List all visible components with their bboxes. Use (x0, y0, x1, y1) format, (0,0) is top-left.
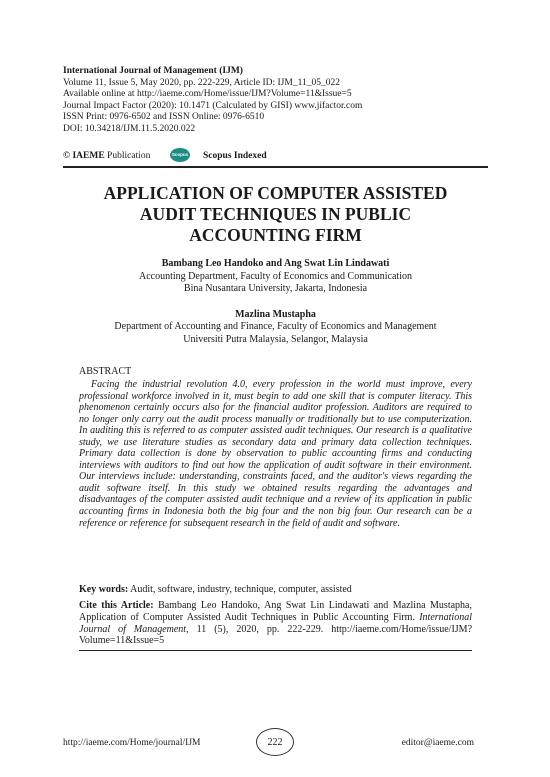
cite-text: Bambang Leo Handoko, Ang Swat Lin Lindawati and Mazlina Mustapha, Application of Computer Assisted Audit Techniques in Public Accounting Firm. (79, 600, 472, 623)
author-names: Bambang Leo Handoko and Ang Swat Lin Lindawati (161, 258, 390, 269)
impact-factor-line: Journal Impact Factor (2020): 10.1471 (Calculated by GISI) www.jifactor.com (63, 100, 363, 111)
citation-block (79, 600, 472, 647)
author-department: Accounting Department, Faculty of Economics and Communication (139, 270, 412, 282)
volume-line: Volume 11, Issue 5, May 2020, pp. 222-229, Article ID: IJM_11_05_022 (63, 77, 340, 88)
title-line: APPLICATION OF COMPUTER ASSISTED (103, 183, 448, 203)
author-group (63, 258, 488, 296)
issn-line: ISSN Print: 0976-6502 and ISSN Online: 0976-6510 (63, 112, 265, 122)
copyright-label: © IAEME (63, 151, 105, 161)
keywords-line (79, 584, 472, 596)
keywords-text: Audit, software, industry, technique, computer, assisted (130, 584, 352, 595)
author-institution: Bina Nusantara University, Jakarta, Indonesia (183, 283, 368, 294)
citation-divider (79, 650, 472, 651)
scopus-indexed-label: Scopus Indexed (203, 151, 267, 161)
journal-name: International Journal of Management (IJM) (63, 66, 243, 76)
header-divider (63, 166, 488, 168)
author-institution: Universiti Putra Malaysia, Selangor, Malaysia (183, 333, 368, 345)
footer-url[interactable]: http://iaeme.com/Home/journal/IJM (63, 738, 201, 748)
copyright-text (63, 151, 150, 161)
paper-title (63, 183, 488, 246)
title-line: AUDIT TECHNIQUES IN PUBLIC (139, 204, 412, 224)
available-online-line: Available online at http://iaeme.com/Home/issue/IJM?Volume=11&Issue=5 (63, 89, 352, 99)
title-line: ACCOUNTING FIRM (189, 225, 362, 245)
author-names: Mazlina Mustapha (235, 308, 316, 320)
journal-header (63, 66, 483, 135)
page-footer (0, 728, 550, 758)
abstract-heading: ABSTRACT (79, 366, 132, 377)
scopus-logo-icon: Scopus (170, 148, 190, 162)
cite-journal: International Journal of Management (79, 611, 472, 635)
publication-word: Publication (107, 151, 151, 161)
cite-volume: , 11 (5), 2020, pp. 222-229. (186, 623, 324, 635)
publication-row (63, 148, 488, 166)
cite-url[interactable]: http://iaeme.com/Home/issue/IJM?Volume=11&Issue=5 (79, 623, 473, 647)
abstract-section (79, 366, 472, 529)
abstract-text: Facing the industrial revolution 4.0, every profession in the world must improve, every professional workforce involved in it, must begin to add one skill that is computer literacy. This phenomenon certainly occurs also for the financial auditor profession. Auditors are required to no longer only carry out the audit process manually or traditionally but to use computerization. In auditing this is referred to as computer assisted audit techniques. Our research is a qualitative study, we use literature studies as secondary data and primary data collection techniques. Primary data collection is done by observation to public accounting firms and conducting interviews with auditors to find out how the application of audit software in their environment. Our interviews include: understanding, constraints faced, and the auditor's views regarding the audit software itself. In this study we obtained results regarding the advantages and disadvantages of the computer assisted audit technique and a review of its application in public accounting firms in Indonesia both the big four and the non big four. Our research can be a reference or reference for subsequent research in the field of audit and software. (79, 379, 472, 529)
page-number: 222 (256, 728, 294, 756)
doi-line: DOI: 10.34218/IJM.11.5.2020.022 (63, 123, 196, 134)
cite-label: Cite this Article: (79, 600, 154, 611)
footer-email[interactable]: editor@iaeme.com (401, 738, 474, 748)
author-block (63, 258, 488, 346)
keywords-label: Key words: (79, 584, 129, 595)
author-department: Department of Accounting and Finance, Faculty of Economics and Management (114, 321, 437, 332)
author-group (63, 309, 488, 347)
